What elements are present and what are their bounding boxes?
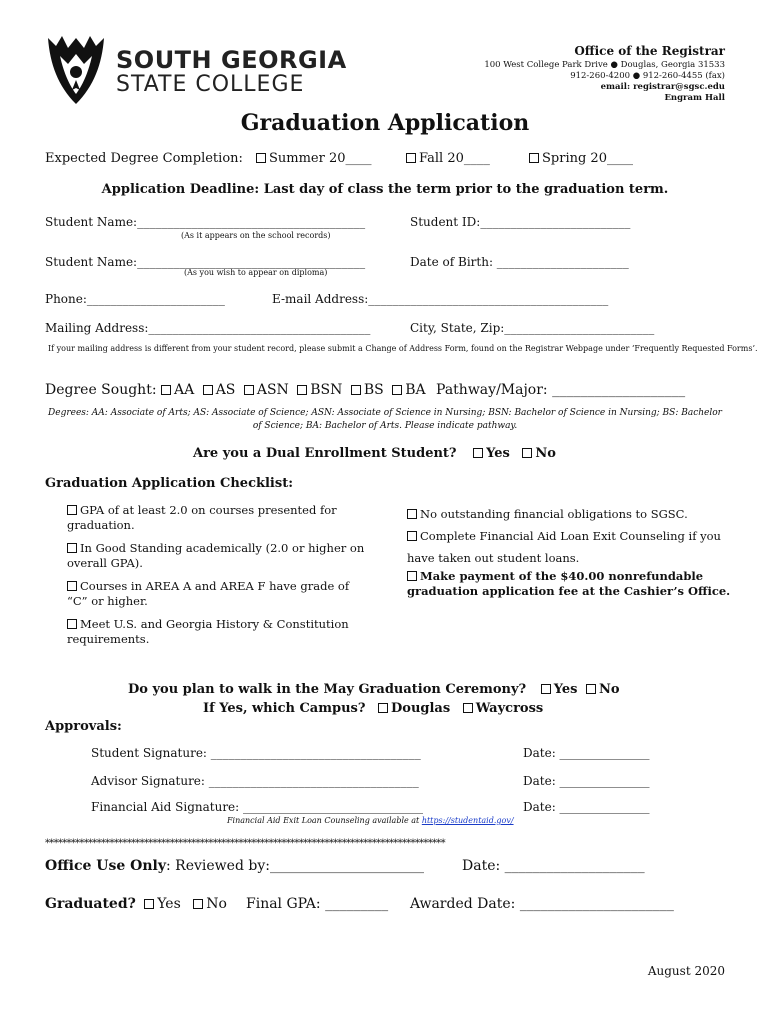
- waycross-checkbox[interactable]: [463, 703, 473, 713]
- exit-counseling-checkbox[interactable]: [407, 531, 417, 541]
- logo-line2: STATE COLLEGE: [116, 72, 305, 97]
- dual-yes-checkbox[interactable]: [473, 448, 483, 458]
- degree-sought-row: [45, 382, 685, 398]
- degree-label: Degree Sought:: [45, 382, 157, 398]
- checklist-item-gpa: GPA of at least 2.0 on courses presented for graduation.: [67, 503, 337, 532]
- graduated-yes-checkbox[interactable]: [144, 899, 154, 909]
- degree-option-as[interactable]: AS: [203, 382, 236, 398]
- approvals-title: Approvals:: [45, 719, 122, 734]
- dual-no-option[interactable]: No: [522, 446, 556, 461]
- checklist-item-exit-counseling: Complete Financial Aid Loan Exit Counseling if you have taken out student loans.: [407, 529, 721, 565]
- advisor-signature-field[interactable]: Advisor Signature: ___________________________________: [91, 774, 419, 788]
- degree-option-asn[interactable]: ASN: [244, 382, 289, 398]
- finaid-signature-field[interactable]: Financial Aid Signature: ______________________________: [91, 800, 424, 814]
- bs-checkbox[interactable]: [351, 385, 361, 395]
- summer-checkbox[interactable]: [256, 153, 266, 163]
- ceremony-no-checkbox[interactable]: [586, 684, 596, 694]
- checklist-item-financial: No outstanding financial obligations to SGSC.: [407, 503, 732, 525]
- checklist-item-good-standing: In Good Standing academically (2.0 or higher on overall GPA).: [67, 541, 365, 570]
- office-use-label: Office Use Only: [45, 858, 167, 874]
- asn-checkbox[interactable]: [244, 385, 254, 395]
- studentaid-link[interactable]: https://studentaid.gov/: [421, 816, 514, 825]
- registrar-email: email: registrar@sgsc.edu: [600, 82, 725, 92]
- degree-option-bs[interactable]: BS: [351, 382, 384, 398]
- graduated-no-checkbox[interactable]: [193, 899, 203, 909]
- sgsc-shield-icon: [44, 34, 108, 108]
- advisor-signature-date[interactable]: Date: _______________: [523, 774, 650, 788]
- douglas-checkbox[interactable]: [378, 703, 388, 713]
- office-use-row: [45, 858, 424, 874]
- aa-checkbox[interactable]: [161, 385, 171, 395]
- graduated-yes-option[interactable]: Yes: [144, 896, 181, 912]
- fall-checkbox[interactable]: [406, 153, 416, 163]
- spring-checkbox[interactable]: [529, 153, 539, 163]
- douglas-option[interactable]: Douglas: [378, 701, 450, 716]
- graduated-row: [45, 896, 227, 912]
- office-date-field[interactable]: Date: ____________________: [462, 858, 645, 874]
- fee-checkbox[interactable]: [407, 571, 417, 581]
- final-gpa-field[interactable]: Final GPA: _________: [246, 896, 389, 912]
- graduated-no-option[interactable]: No: [193, 896, 227, 912]
- checklist-item-fee: Make payment of the $40.00 nonrefundable graduation application fee at the Cashier’s Office.: [407, 569, 731, 598]
- checklist-right: [407, 503, 732, 599]
- degree-option-ba[interactable]: BA: [392, 382, 425, 398]
- degree-option-bsn[interactable]: BSN: [297, 382, 342, 398]
- completion-label: Expected Degree Completion:: [45, 151, 243, 166]
- student-name-records-field[interactable]: Student Name:______________________________________: [45, 215, 366, 229]
- dual-yes-option[interactable]: Yes: [473, 446, 510, 461]
- checklist-item-history: Meet U.S. and Georgia History & Constitution requirements.: [67, 617, 349, 646]
- graduated-label: Graduated?: [45, 896, 136, 912]
- ceremony-yes-checkbox[interactable]: [541, 684, 551, 694]
- campus-question: If Yes, which Campus?: [203, 701, 366, 716]
- registrar-hall: Engram Hall: [664, 93, 725, 103]
- history-checkbox[interactable]: [67, 619, 77, 629]
- degree-option-aa[interactable]: AA: [161, 382, 194, 398]
- fall-option[interactable]: Fall 20____: [406, 151, 490, 166]
- name-records-hint: (As it appears on the school records): [181, 231, 331, 240]
- name-diploma-hint: (As you wish to appear on diploma): [184, 268, 328, 277]
- reviewed-by-field[interactable]: : Reviewed by:______________________: [166, 858, 424, 874]
- ceremony-row: [128, 682, 620, 697]
- ba-checkbox[interactable]: [392, 385, 402, 395]
- mailing-address-note: If your mailing address is different from your student record, please submit a Change of Address Form, found on the Registrar Webpage under ‘Frequently Requested Forms’.: [48, 344, 758, 353]
- degree-note: Degrees: AA: Associate of Arts; AS: Associate of Science; ASN: Associate of Science in Nursing; BSN: Bachelor of Science in Nursing; BS: Bachelor of Science; BA: Bachelor of Arts. Please indicate pathway.: [48, 408, 722, 431]
- registrar-phones: 912-260-4200 ● 912-260-4455 (fax): [570, 71, 725, 81]
- checklist-item-area-grades: Courses in AREA A and AREA F have grade of “C” or higher.: [67, 579, 350, 608]
- email-field[interactable]: E-mail Address:________________________________________: [272, 292, 609, 306]
- revision-date: August 2020: [647, 964, 725, 978]
- ceremony-yes-option[interactable]: Yes: [541, 682, 578, 697]
- page-title: Graduation Application: [240, 110, 530, 136]
- finaid-signature-date[interactable]: Date: _______________: [523, 800, 650, 814]
- dual-enrollment-question: Are you a Dual Enrollment Student?: [193, 446, 457, 461]
- gpa-checkbox[interactable]: [67, 505, 77, 515]
- spring-option[interactable]: Spring 20____: [529, 151, 633, 166]
- financial-checkbox[interactable]: [407, 509, 417, 519]
- ceremony-question: Do you plan to walk in the May Graduation Ceremony?: [128, 682, 527, 697]
- waycross-option[interactable]: Waycross: [463, 701, 544, 716]
- logo-line1: SOUTH GEORGIA: [116, 46, 347, 74]
- ceremony-no-option[interactable]: No: [586, 682, 620, 697]
- student-id-field[interactable]: Student ID:_________________________: [410, 215, 631, 229]
- checklist-left: [67, 503, 367, 647]
- date-of-birth-field[interactable]: Date of Birth: ______________________: [410, 255, 629, 269]
- as-checkbox[interactable]: [203, 385, 213, 395]
- registrar-address: 100 West College Park Drive ● Douglas, Georgia 31533: [484, 60, 725, 70]
- divider: *********************************************************************************************: [45, 838, 445, 849]
- awarded-date-field[interactable]: Awarded Date: ______________________: [410, 896, 674, 912]
- bsn-checkbox[interactable]: [297, 385, 307, 395]
- checklist-title: Graduation Application Checklist:: [45, 476, 293, 491]
- mailing-address-field[interactable]: Mailing Address:_____________________________________: [45, 321, 371, 335]
- dual-no-checkbox[interactable]: [522, 448, 532, 458]
- area-grades-checkbox[interactable]: [67, 581, 77, 591]
- phone-field[interactable]: Phone:_______________________: [45, 292, 225, 306]
- student-name-diploma-field[interactable]: Student Name:______________________________________: [45, 255, 366, 269]
- student-signature-date[interactable]: Date: _______________: [523, 746, 650, 760]
- city-state-zip-field[interactable]: City, State, Zip:_________________________: [410, 321, 655, 335]
- good-standing-checkbox[interactable]: [67, 543, 77, 553]
- student-signature-field[interactable]: Student Signature: ___________________________________: [91, 746, 421, 760]
- application-deadline: Application Deadline: Last day of class the term prior to the graduation term.: [101, 182, 669, 197]
- dual-enrollment-row: [193, 446, 556, 461]
- logo: [44, 34, 364, 109]
- summer-option[interactable]: Summer 20____: [256, 151, 372, 166]
- registrar-office: Office of the Registrar: [574, 44, 725, 58]
- pathway-major-field[interactable]: Pathway/Major: ___________________: [436, 382, 686, 398]
- exit-counseling-note: Financial Aid Exit Loan Counseling available at https://studentaid.gov/: [227, 816, 514, 825]
- campus-row: [203, 701, 543, 716]
